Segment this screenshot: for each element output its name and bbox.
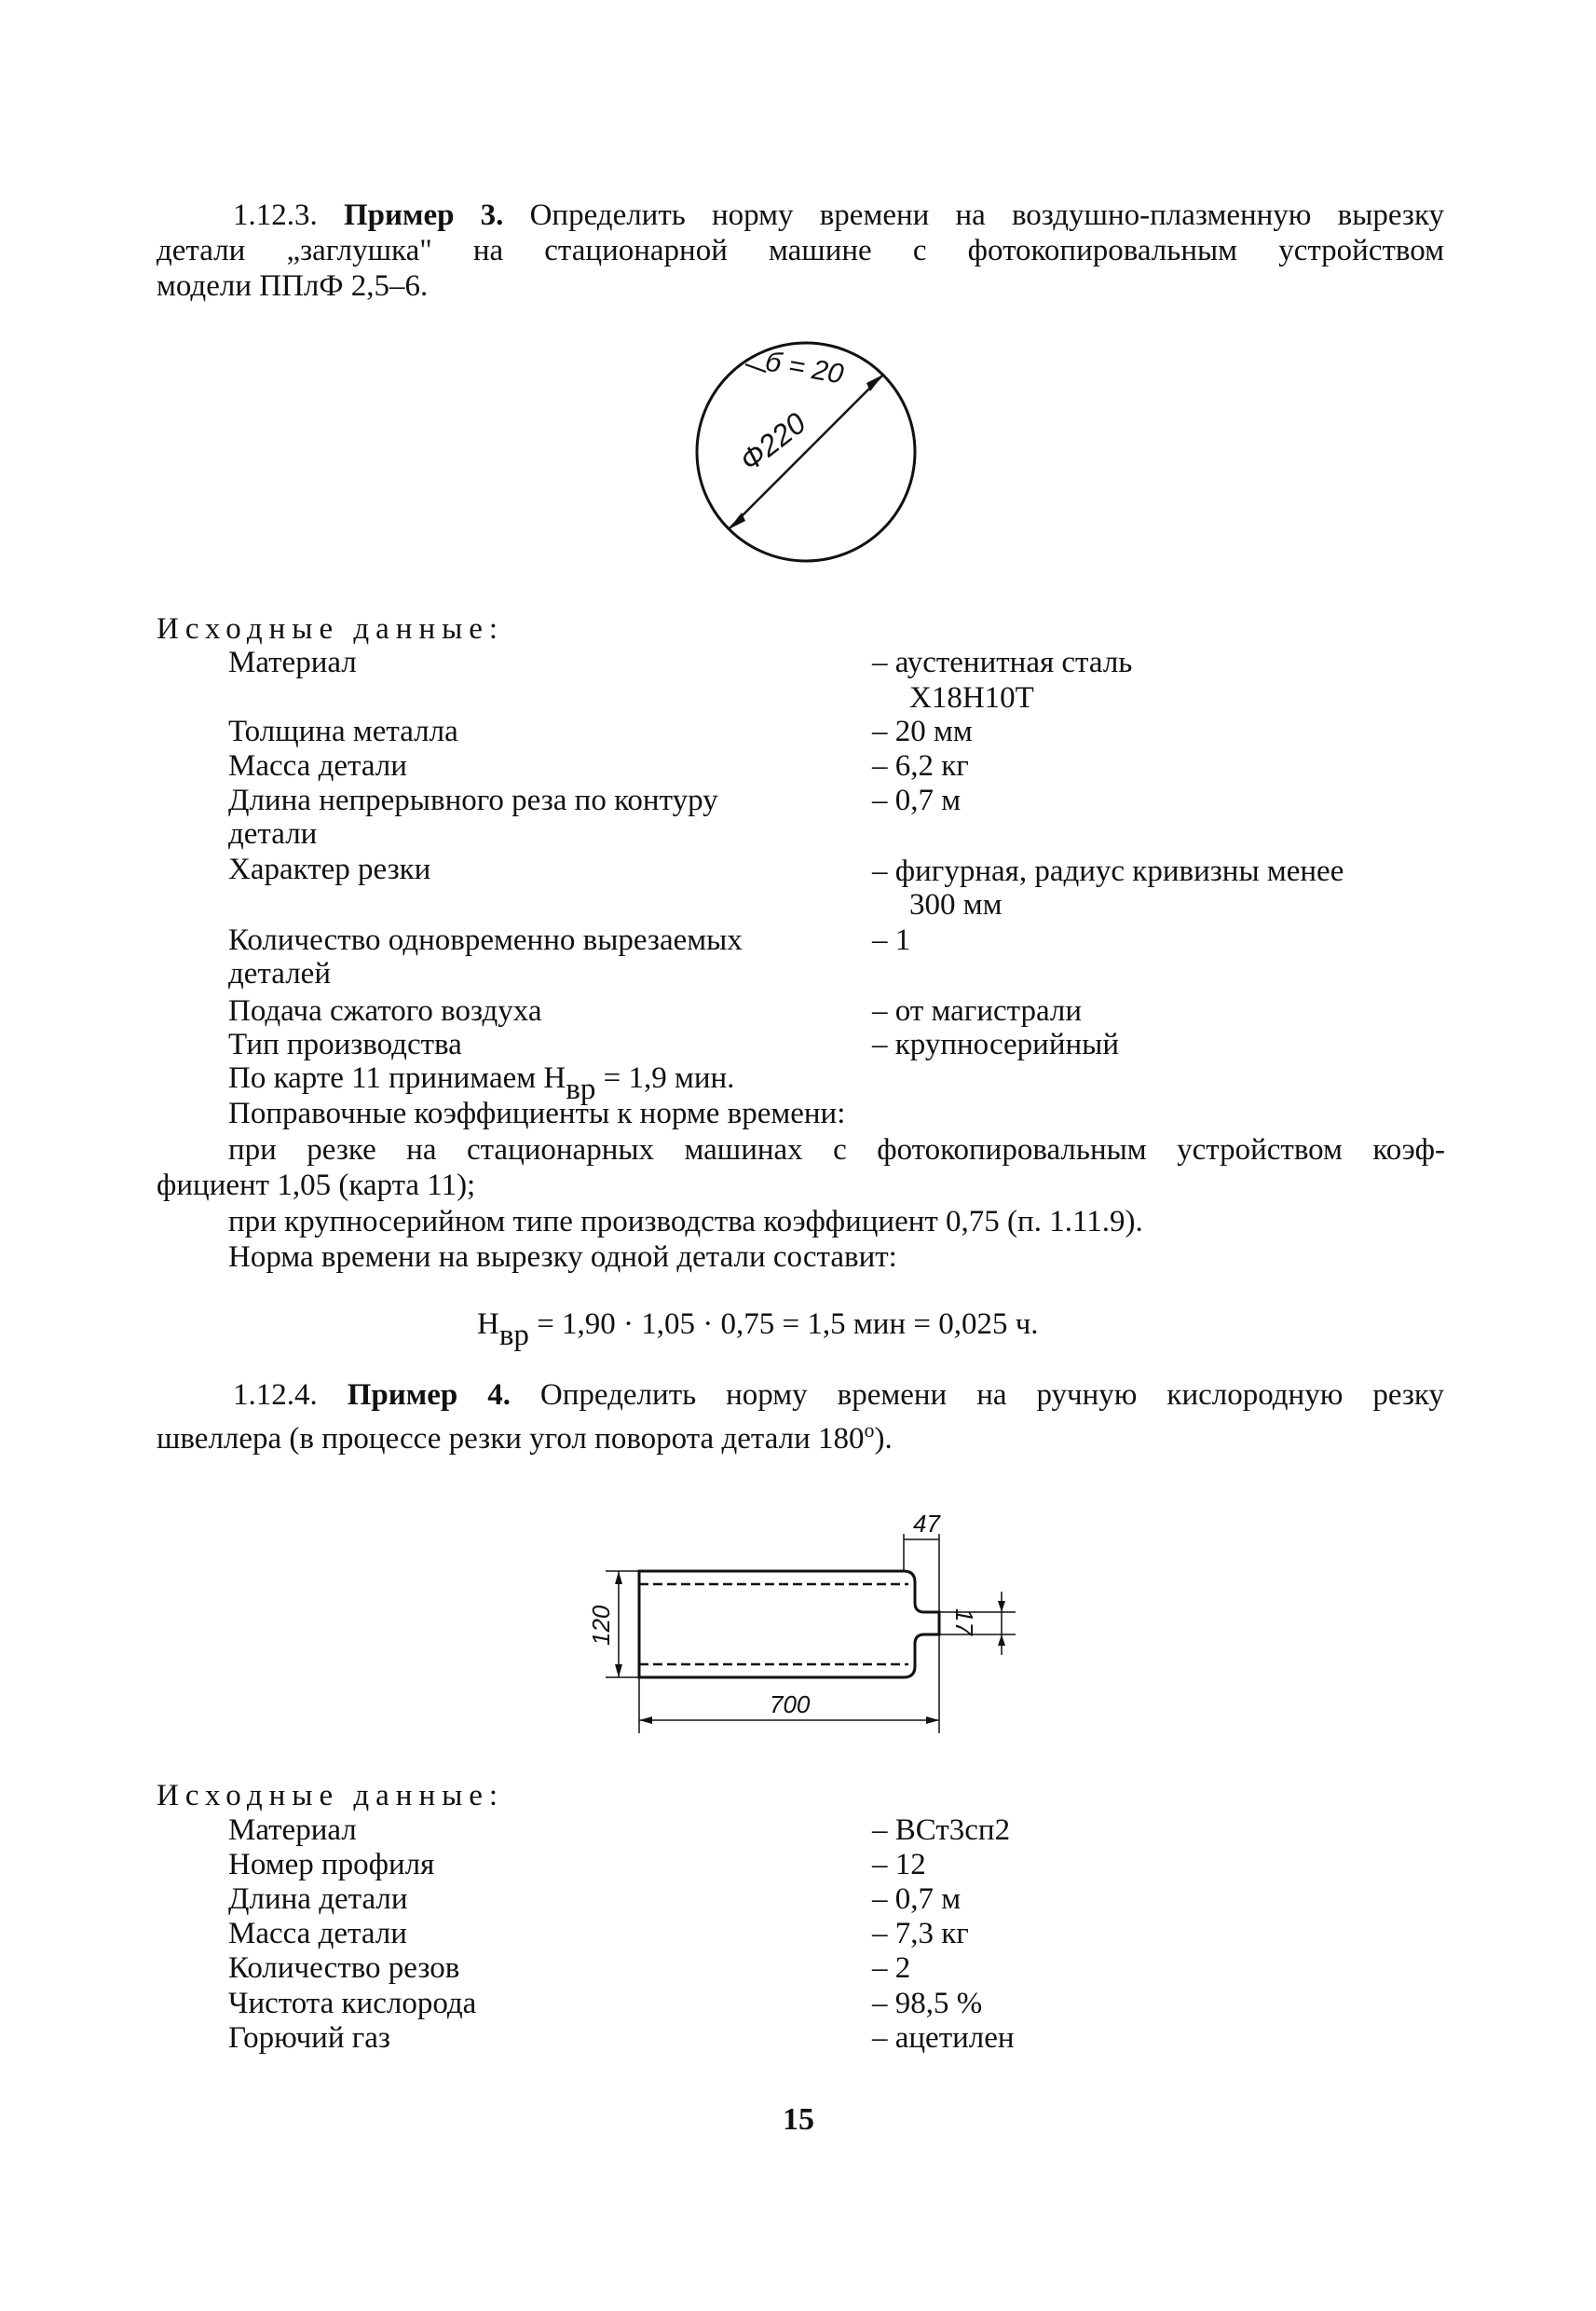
example3-text1: Определить норму времени на воздушно-плазменную вырезку xyxy=(529,198,1445,232)
channel-outline xyxy=(639,1571,939,1677)
coef1-line-a: при резке на стационарных машинах с фотокопировальным устройством коэф- xyxy=(228,1133,1445,1167)
ish2-label-1: Номер профиля xyxy=(228,1848,435,1881)
ish1-label-6: Подача сжатого воздуха xyxy=(228,994,542,1028)
card-line-post: = 1,9 мин. xyxy=(603,1061,735,1095)
dim120-arrow-bottom xyxy=(615,1664,622,1677)
dim700-label: 700 xyxy=(770,1690,811,1718)
channel-figure xyxy=(578,1510,1025,1743)
formula-1 xyxy=(477,1306,1039,1352)
ish2-label-5: Чистота кислорода xyxy=(228,1987,477,2020)
dim700-arrow-left xyxy=(639,1716,652,1724)
dim17-arrow-top xyxy=(998,1601,1005,1612)
example3-line3: модели ППлФ 2,5–6. xyxy=(157,269,429,303)
example4-label: Пример 4. xyxy=(347,1378,511,1412)
ish2-value-2: – 0,7 м xyxy=(872,1882,962,1916)
dim120-label: 120 xyxy=(587,1605,615,1646)
example4-line2 xyxy=(157,1413,893,1456)
ish1-value-7: – крупносерийный xyxy=(872,1028,1119,1061)
ish1-value-4b: 300 мм xyxy=(909,888,1003,922)
formula-rest: = 1,90 · 1,05 · 0,75 = 1,5 мин = 0,025 ч. xyxy=(537,1307,1039,1341)
ish1-value-4: – фигурная, радиус кривизны менее xyxy=(872,855,1344,888)
ish2-value-5: – 98,5 % xyxy=(872,1987,983,2020)
ish2-label-3: Масса детали xyxy=(228,1917,407,1950)
example4-text1: Определить норму времени на ручную кислородную резку xyxy=(539,1378,1444,1412)
ish1-value-6: – от магистрали xyxy=(872,994,1083,1028)
ish2-heading: Исходные данные: xyxy=(157,1779,505,1812)
ish2-value-6: – ацетилен xyxy=(872,2021,1015,2055)
ish1-label-5b: деталей xyxy=(228,957,331,991)
ish2-value-0: – ВСт3сп2 xyxy=(872,1813,1011,1847)
ish1-label-3b: детали xyxy=(228,817,318,851)
ish1-label-7: Тип производства xyxy=(228,1028,462,1061)
ish1-value-1: – 20 мм xyxy=(872,715,973,748)
ish1-label-2: Масса детали xyxy=(228,749,407,783)
thickness-label: б = 20 xyxy=(762,346,846,390)
ish2-value-4: – 2 xyxy=(872,1951,911,1985)
ish1-label-3: Длина непрерывного реза по контуру xyxy=(228,784,718,817)
ish2-label-0: Материал xyxy=(228,1813,357,1847)
dim700-arrow-right xyxy=(926,1716,939,1724)
dim17-arrow-bottom xyxy=(998,1634,1005,1646)
coef2-line: при крупносерийном типе производства коэффициент 0,75 (п. 1.11.9). xyxy=(228,1205,1143,1238)
ish1-value-0: – аустенитная сталь xyxy=(872,646,1133,679)
card-line xyxy=(228,1060,735,1106)
example4-text2: швеллера (в процессе резки угол поворота детали 180 xyxy=(157,1422,865,1456)
dim17-label: 17 xyxy=(950,1608,978,1635)
degree-mark: о xyxy=(864,1418,875,1442)
card-line-pre: По карте 11 принимаем Н xyxy=(228,1061,566,1095)
card-line-sub: вр xyxy=(566,1073,596,1106)
example4-line1 xyxy=(233,1377,1444,1413)
page-number: 15 xyxy=(783,2102,814,2137)
plug-figure xyxy=(680,331,941,573)
example3-label: Пример 3. xyxy=(343,198,504,232)
ish1-label-0: Материал xyxy=(228,646,357,679)
formula-sub: вр xyxy=(498,1319,529,1352)
ish1-value-3: – 0,7 м xyxy=(872,784,962,817)
corrections-heading: Поправочные коэффициенты к норме времени: xyxy=(228,1097,846,1130)
ish1-value-0b: Х18Н10Т xyxy=(909,681,1034,715)
ish1-heading: Исходные данные: xyxy=(157,612,505,646)
example4-number: 1.12.4. xyxy=(233,1378,318,1412)
ish2-label-6: Горючий газ xyxy=(228,2021,390,2055)
example3-line1 xyxy=(233,198,1444,233)
ish1-value-2: – 6,2 кг xyxy=(872,749,969,783)
thickness-leader xyxy=(745,364,766,372)
coef1-line-b: фициент 1,05 (карта 11); xyxy=(157,1169,476,1202)
ish2-value-1: – 12 xyxy=(872,1848,926,1881)
ish2-label-4: Количество резов xyxy=(228,1951,460,1985)
example3-line2: детали „заглушка" на стационарной машине с фотокопировальным устройством xyxy=(157,234,1444,267)
ish1-label-4: Характер резки xyxy=(228,853,431,886)
dim47-label: 47 xyxy=(913,1510,940,1538)
diameter-label: Ф220 xyxy=(733,405,812,478)
ish1-label-5: Количество одновременно вырезаемых xyxy=(228,923,743,957)
example3-number: 1.12.3. xyxy=(233,198,318,232)
ish1-value-5: – 1 xyxy=(872,923,911,957)
ish1-label-1: Толщина металла xyxy=(228,715,458,748)
dim120-arrow-top xyxy=(615,1571,622,1584)
formula-n: Н xyxy=(477,1307,499,1341)
ish2-label-2: Длина детали xyxy=(228,1882,408,1916)
norm-line: Норма времени на вырезку одной детали составит: xyxy=(228,1240,897,1274)
ish2-value-3: – 7,3 кг xyxy=(872,1917,969,1950)
example4-text2-end: ). xyxy=(874,1422,893,1456)
